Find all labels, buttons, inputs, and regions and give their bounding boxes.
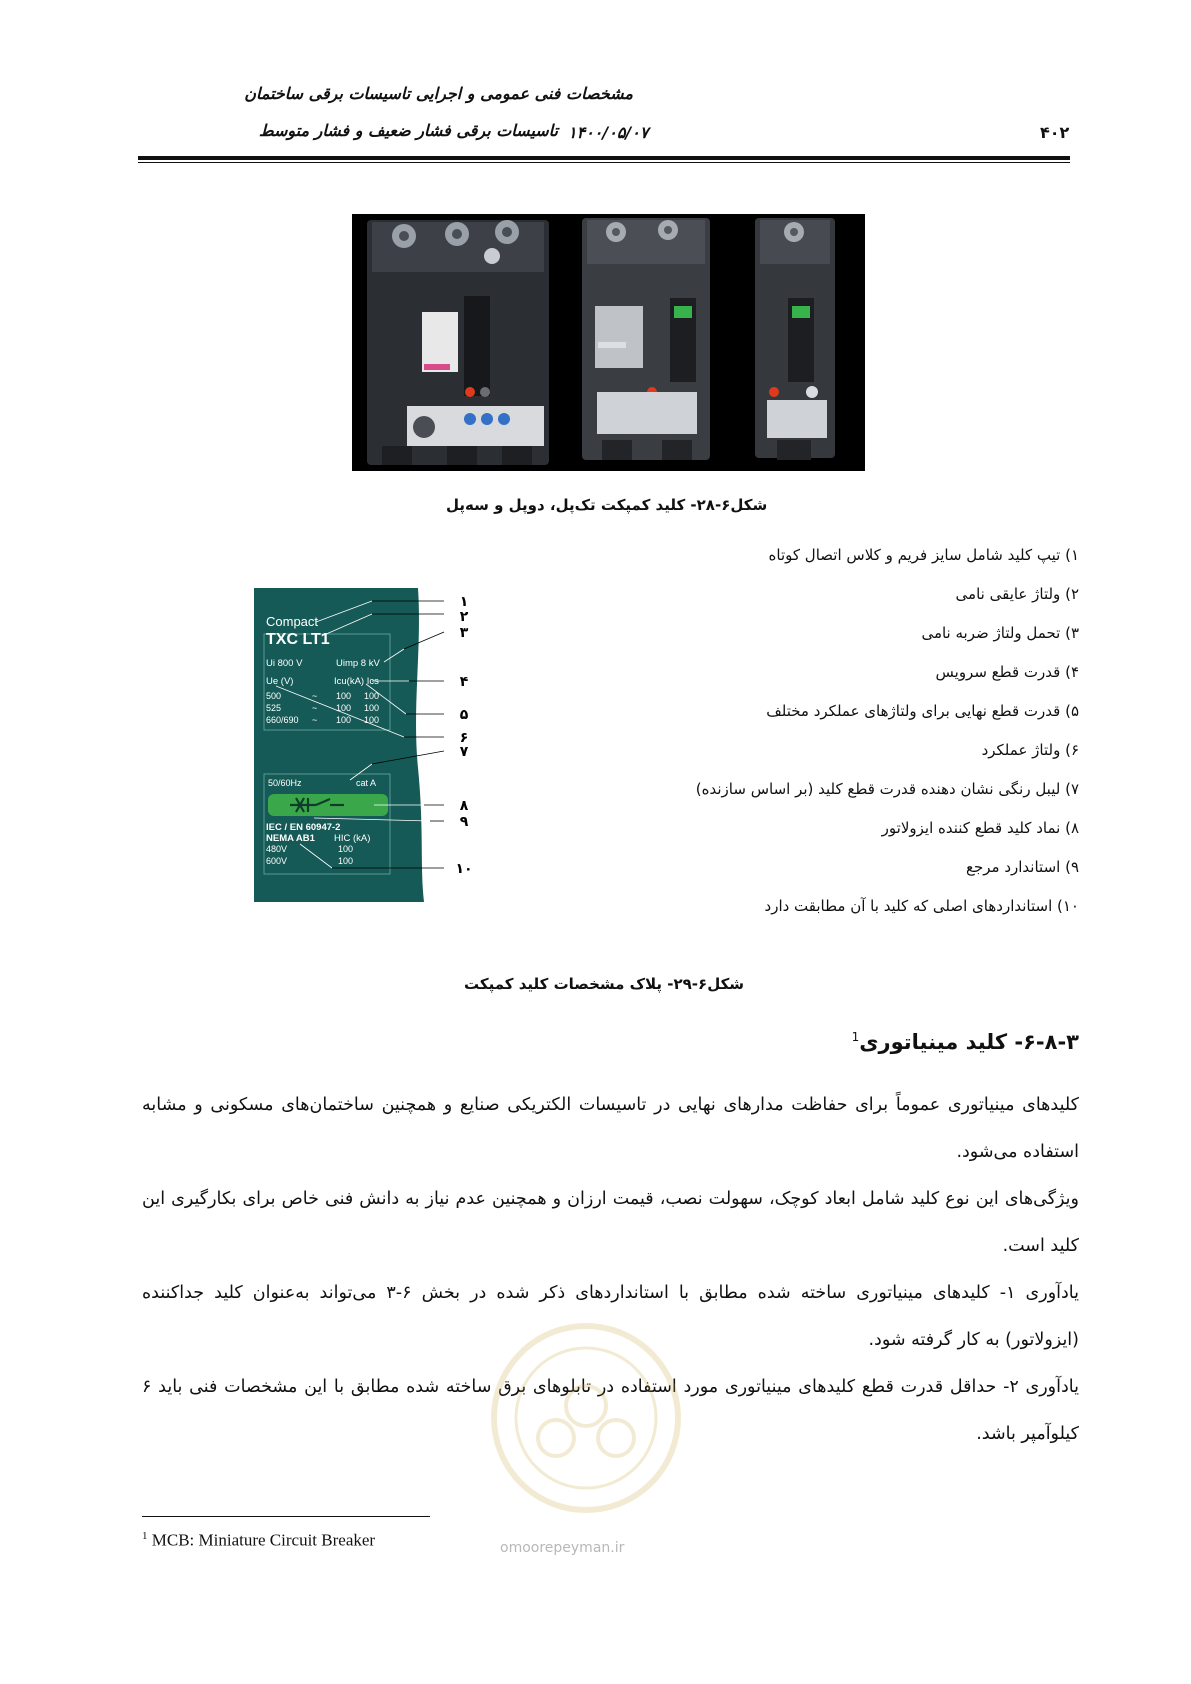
plate-row-3-ics: 100 [364,715,380,725]
plate-icu-header: Icu(kA) Ics [334,676,379,687]
callout-5: ۵ [459,707,469,723]
plate-row-2-icu: 100 [336,703,352,713]
document-title: مشخصات فنی عمومی و اجرایی تاسیسات برقی ساختمان [244,84,633,103]
watermark-url: omoorepeyman.ir [500,1540,625,1556]
plate-ue-header: Ue (V) [266,676,294,687]
document-subtitle: تاسیسات برقی فشار ضعیف و فشار متوسط [258,121,558,140]
legend-item: ۹) استاندارد مرجع [966,858,1079,876]
nameplate-legend [479,542,1079,932]
callout-10: ۱۰ [455,861,473,877]
paragraph: ویژگی‌های این نوع کلید شامل ابعاد کوچک، سهولت نصب، قیمت ارزان و همچنین عدم نیاز به دانش فنی خاص برای بکارگیری این کلید است. [142,1189,1079,1256]
header-rule-thick [138,156,1070,160]
two-pole-breaker [582,218,710,460]
breakers-photo [352,214,865,471]
plate-row-1-ue: 500 [266,691,282,701]
legend-item: ۵) قدرت قطع نهایی برای ولتاژهای عملکرد مختلف [766,702,1079,720]
plate-row-3-icu: 100 [336,715,352,725]
footnote-text: MCB: Miniature Circuit Breaker [151,1530,376,1550]
plate-row-3-sym: ~ [312,715,318,725]
callout-2: ۲ [459,609,469,625]
callout-4: ۴ [459,674,469,690]
plate-row-1-sym: ~ [312,691,318,701]
legend-item: ۱) تیپ کلید شامل سایز فریم و کلاس اتصال کوتاه [768,546,1079,564]
page-number: ۴۰۲ [1040,123,1070,142]
one-pole-breaker [755,218,835,460]
footnote [142,1530,375,1551]
plate-ui: Ui 800 V [266,658,303,669]
plate-model: TXC LT1 [266,631,330,648]
section-heading-text: ۶-۸-۳- کلید مینیاتوری [859,1030,1079,1054]
legend-item: ۷) لیبل رنگی نشان دهنده قدرت قطع کلید (بر اساس سازنده) [695,780,1079,798]
figure-28-caption: شکل۶-۲۸- کلید کمپکت تک‌پل، دوپل و سه‌پل [446,496,768,514]
plate-nema-row-2-v: 600V [266,856,288,866]
paragraph: یادآوری ۱- کلیدهای مینیاتوری ساخته شده مطابق با استانداردهای ذکر شده در بخش ۶-۳ می‌تواند به‌عنوان کلید جداکننده (ایزولاتور) به کار گرفته شود. [142,1283,1079,1350]
footnote-rule [142,1516,430,1517]
legend-item: ۳) تحمل ولتاژ ضربه نامی [921,624,1079,642]
document-date: ۱۴۰۰/۰۵/۰۷ [568,123,649,142]
callout-7: ۷ [459,744,469,760]
plate-nema-row-1-hic: 100 [338,844,354,854]
plate-row-2-ics: 100 [364,703,380,713]
figure-29-caption: شکل۶-۲۹- پلاک مشخصات کلید کمپکت [464,975,745,993]
plate-row-1-icu: 100 [336,691,352,701]
legend-item: ۶) ولتاژ عملکرد [981,741,1079,759]
plate-uimp: Uimp 8 kV [336,658,380,669]
plate-cat: cat A [356,778,377,788]
plate-row-3-ue: 660/690 [266,715,299,725]
plate-freq: 50/60Hz [268,778,302,788]
callout-8: ۸ [459,798,469,814]
plate-row-2-ue: 525 [266,703,282,713]
three-pole-breaker [367,220,549,465]
callout-9: ۹ [459,814,469,830]
footnote-reference[interactable]: 1 [851,1030,860,1044]
plate-nema: NEMA AB1 [266,833,315,844]
watermark-seal [486,1318,686,1518]
callout-1: ۱ [459,594,469,610]
plate-standard: IEC / EN 60947-2 [266,822,341,833]
section-heading [852,1030,1079,1054]
plate-row-1-ics: 100 [364,691,380,701]
plate-hic-header: HIC (kA) [334,833,371,844]
paragraph: کلیدهای مینیاتوری عموماً برای حفاظت مدارهای نهایی در تاسیسات الکتریکی صنایع و همچنین ساختمان‌های مسکونی و مشابه استفاده می‌شود. [142,1095,1079,1162]
legend-item: ۲) ولتاژ عایقی نامی [955,585,1079,603]
paragraph: یادآوری ۲- حداقل قدرت قطع کلیدهای مینیاتوری مورد استفاده در تابلوهای برق ساخته شده مطابق با این مشخصات فنی باید ۶ کیلوآمپر باشد. [142,1377,1079,1444]
footnote-mark: 1 [142,1530,148,1542]
plate-brand: Compact [266,614,319,629]
callout-6: ۶ [459,730,469,746]
legend-item: ۴) قدرت قطع سرویس [935,663,1079,681]
plate-nema-row-2-hic: 100 [338,856,354,866]
callout-3: ۳ [459,625,469,641]
legend-item: ۸) نماد کلید قطع کننده ایزولاتور [881,819,1079,837]
plate-nema-row-1-v: 480V [266,844,288,854]
plate-row-2-sym: ~ [312,703,318,713]
header-rule-thin [138,162,1070,163]
legend-item: ۱۰) استانداردهای اصلی که کلید با آن مطابقت دارد [764,897,1079,915]
nameplate-diagram [254,588,484,902]
